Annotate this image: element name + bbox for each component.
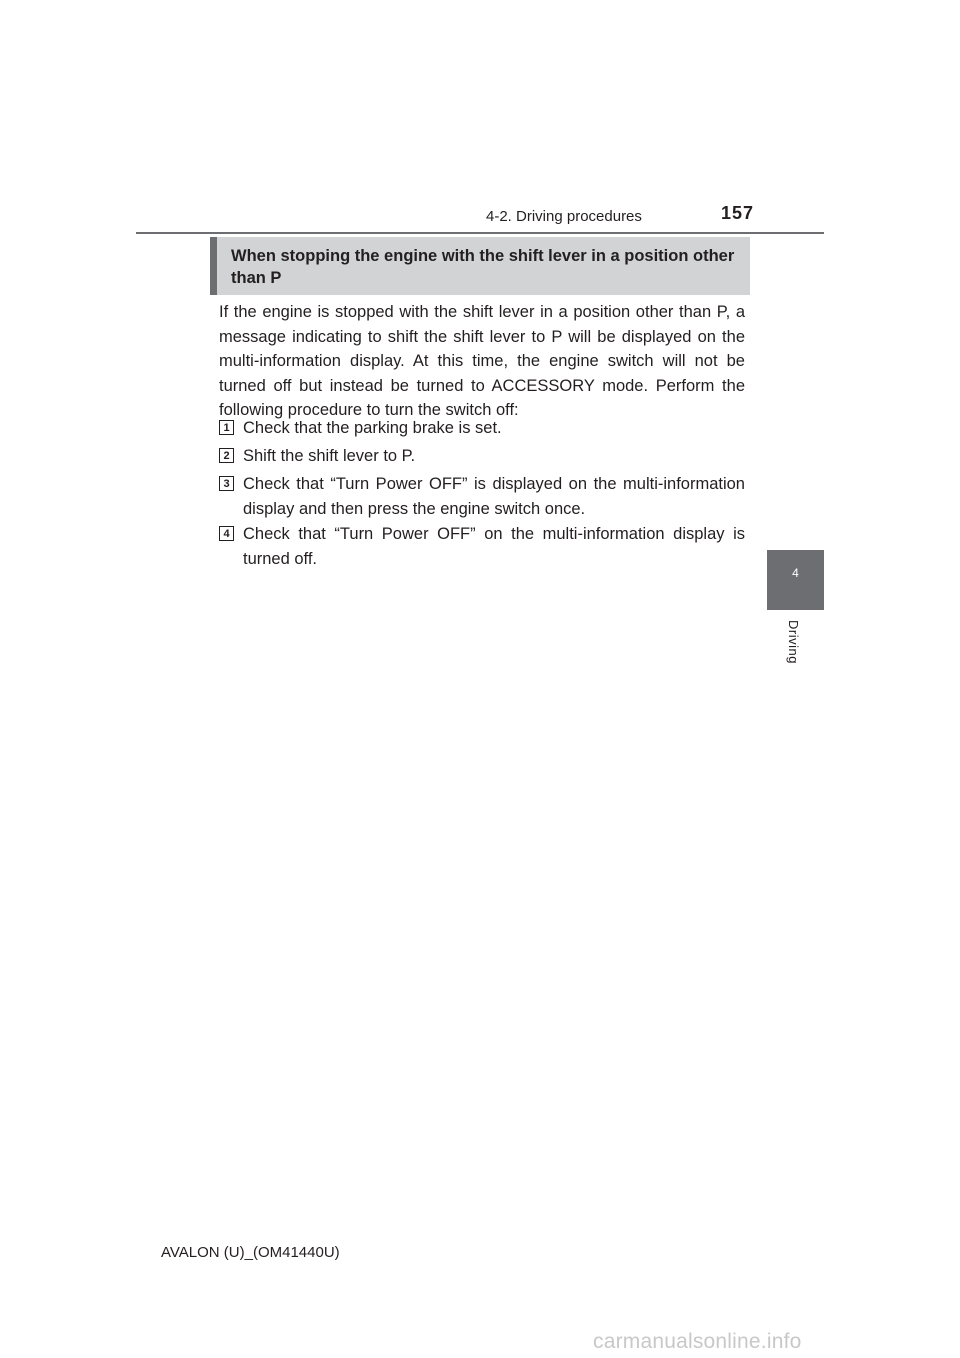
section-title: 4-2. Driving procedures bbox=[486, 208, 642, 225]
page-number: 157 bbox=[721, 203, 755, 223]
body-paragraph: If the engine is stopped with the shift lever in a position other than P, a message indicating to shift the shift lever to P will be displayed on the multi-information display. At this time, the engine switch will not be turned off but instead be turned to ACCESSORY mode. Perform the following procedure to turn the switch off: bbox=[219, 303, 745, 419]
step-number-badge: 4 bbox=[219, 526, 234, 541]
step-text: Check that “Turn Power OFF” is displayed on the multi-information display and then press the engine switch once. bbox=[243, 475, 745, 518]
step-text: Check that the parking brake is set. bbox=[243, 419, 502, 437]
header-divider bbox=[136, 232, 824, 234]
footer-model-code: AVALON (U)_(OM41440U) bbox=[161, 1244, 340, 1261]
chapter-label: Driving bbox=[786, 620, 801, 664]
step-text: Check that “Turn Power OFF” on the multi-information display is turned off. bbox=[243, 525, 745, 568]
step-number-badge: 1 bbox=[219, 420, 234, 435]
chapter-tab[interactable] bbox=[767, 550, 824, 610]
step-text: Shift the shift lever to P. bbox=[243, 447, 416, 465]
step-number-badge: 2 bbox=[219, 448, 234, 463]
watermark: carmanualsonline.info bbox=[593, 1330, 802, 1353]
step-number-badge: 3 bbox=[219, 476, 234, 491]
chapter-number: 4 bbox=[792, 566, 799, 580]
section-heading-box bbox=[210, 237, 750, 295]
section-heading: When stopping the engine with the shift lever in a position other than P bbox=[231, 247, 735, 287]
